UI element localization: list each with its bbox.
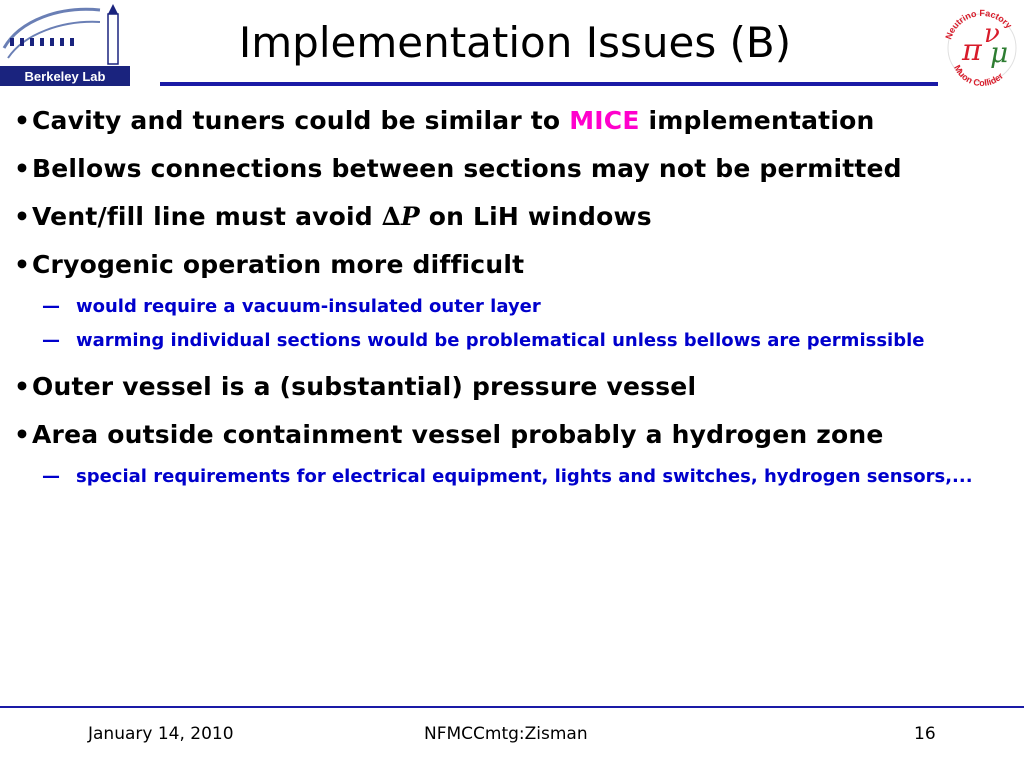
page-number: 16 — [914, 724, 936, 744]
sub-dash: — — [42, 330, 60, 351]
svg-text:π: π — [962, 33, 982, 68]
logo-text: Berkeley Lab — [24, 69, 106, 84]
bullet-dot: • — [14, 154, 31, 183]
bullet-dot: • — [14, 250, 31, 279]
footer-date: January 14, 2010 — [88, 724, 234, 744]
footer-center: NFMCCmtg:Zisman — [424, 724, 588, 744]
footer-divider — [0, 706, 1024, 708]
sub-warming: — warming individual sections would be problematical unless bellows are permissible — [14, 326, 1014, 356]
neutrino-factory-logo — [940, 2, 1024, 92]
bullet-dot: • — [14, 106, 31, 135]
logo-bottom-text: Muon Collider — [952, 63, 1006, 89]
mice-highlight: MICE — [569, 106, 640, 135]
bullet-dot: • — [14, 420, 31, 449]
bullet-hydrogen-zone: • Area outside containment vessel probably a hydrogen zone — [14, 414, 1014, 456]
delta-p-symbol: ∆P — [381, 202, 420, 231]
bullet-mice: • Cavity and tuners could be similar to MICE implementation — [14, 100, 1014, 142]
bullet-vent-fill: • Vent/fill line must avoid ∆P on LiH windows — [14, 196, 1014, 238]
sub-dash: — — [42, 296, 60, 317]
sub-dash: — — [42, 466, 60, 487]
slide-body — [14, 100, 1014, 496]
svg-text:ν: ν — [984, 19, 1000, 49]
bullet-outer-vessel: • Outer vessel is a (substantial) pressure vessel — [14, 366, 1014, 408]
title-divider — [160, 82, 938, 86]
bullet-dot: • — [14, 372, 31, 401]
sub-vacuum: — would require a vacuum-insulated outer layer — [14, 292, 1014, 322]
bullet-dot: • — [14, 202, 31, 231]
berkeley-lab-logo — [0, 0, 140, 90]
sub-special-requirements: — special requirements for electrical equipment, lights and switches, hydrogen sensors,... — [14, 462, 1014, 492]
bullet-bellows: • Bellows connections between sections may not be permitted — [14, 148, 1014, 190]
bullet-cryogenic: • Cryogenic operation more difficult — [14, 244, 1014, 286]
svg-text:μ: μ — [990, 36, 1009, 69]
logo-top-text: Neutrino Factory — [943, 7, 1014, 41]
slide-title: Implementation Issues (B) — [238, 18, 792, 67]
